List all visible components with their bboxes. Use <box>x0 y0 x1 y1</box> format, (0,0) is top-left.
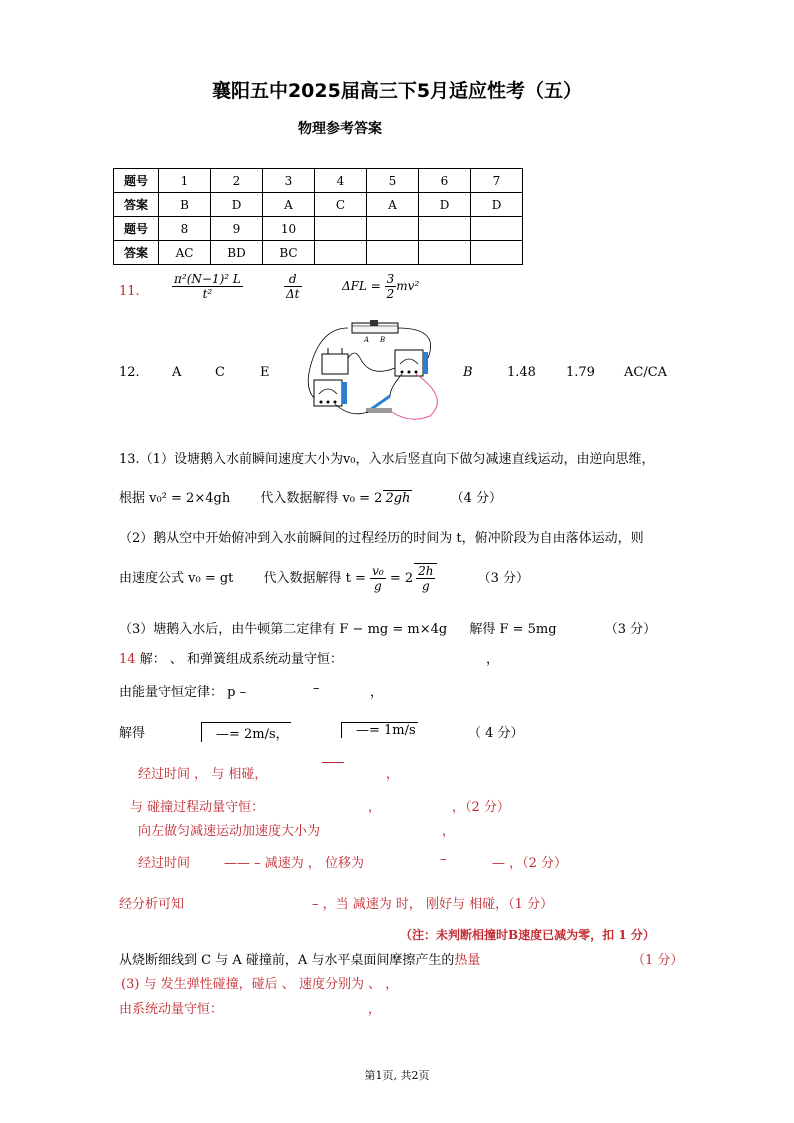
table-cell: A <box>263 193 315 217</box>
q14-line-3-b-text: —= 1m/s <box>341 722 418 738</box>
q13-para-4 <box>119 563 529 593</box>
table-row <box>114 217 523 241</box>
q14-line-12: 由系统动量守恒： <box>119 1002 224 1017</box>
q14-line-8-tail: – ，当 减速为 时， 刚好与 相碰，（1 分） <box>312 897 554 912</box>
q14-line-1-tail: ， <box>486 652 500 667</box>
table-cell: D <box>471 193 523 217</box>
q14-line-5-score: ，（2 分） <box>452 800 510 815</box>
page-subtitle: 物理参考答案 <box>298 121 382 137</box>
q12-value-1: 1.48 <box>507 365 536 380</box>
table-cell: 10 <box>263 217 315 241</box>
table-cell: 1 <box>159 169 211 193</box>
table-cell: 2 <box>211 169 263 193</box>
q14-line-5-mid: ， <box>368 800 382 815</box>
q13-para-4-frac-num: v₀ <box>372 564 384 578</box>
table-header-cell: 答案 <box>114 241 159 265</box>
page-footer: 第1页, 共2页 <box>364 1069 430 1082</box>
q12-answer-e: E <box>260 365 270 380</box>
table-row <box>114 193 523 217</box>
q12-answer-c: C <box>215 365 225 380</box>
q11-answer-1 <box>172 272 243 301</box>
q14-line-3-pre: 解得 <box>119 726 146 741</box>
q14-line-2-tail: ， <box>370 685 384 700</box>
q12-value-3: AC/CA <box>624 365 668 380</box>
table-header-cell: 题号 <box>114 169 159 193</box>
voltmeter-side <box>423 352 428 374</box>
q14-line-11: (3) 与 发生弹性碰撞，碰后 、 速度分别为 、 ， <box>121 977 399 992</box>
q13-para-2 <box>119 487 502 506</box>
q14-number: 14 <box>119 652 136 667</box>
table-row <box>114 169 523 193</box>
rheostat-label-b: B <box>380 336 386 344</box>
rheostat-label-a: A <box>364 336 370 344</box>
q14-line-10-red: 热量 <box>454 953 481 968</box>
q11-answer-2-den: Δt <box>286 287 300 301</box>
q14-line-7: 经过时间 <box>138 856 191 871</box>
q14-line-10-text: 从烧断细线到 C 与 A 碰撞前，A 与水平桌面间摩擦产生的 <box>119 953 455 968</box>
table-cell: 5 <box>367 169 419 193</box>
q14-line-6-tail: ， <box>442 824 456 839</box>
table-cell: D <box>211 193 263 217</box>
q13-para-2-mid: 代入数据解得 v₀ = 2 <box>260 491 383 506</box>
q14-line-3-a <box>200 722 291 742</box>
wire-pink <box>392 374 437 419</box>
q13-para-2-sqrt: 2gh <box>385 491 411 506</box>
table-cell: 8 <box>159 217 211 241</box>
table-cell <box>315 217 367 241</box>
q13-para-5-mid: 解得 F = 5mg <box>469 622 557 637</box>
rheostat-slider <box>370 320 378 326</box>
q13-para-4-eq: = 2 <box>389 571 414 586</box>
table-cell: A <box>367 193 419 217</box>
q13-para-5-pre: （3）塘鹅入水后，由牛顿第二定律有 F − mg = m×4g <box>119 622 448 637</box>
q13-para-4-pre: 由速度公式 v₀ = gt <box>119 571 234 586</box>
table-cell: 4 <box>315 169 367 193</box>
table-cell: 9 <box>211 217 263 241</box>
q13-para-4-mid: 代入数据解得 t = <box>263 571 366 586</box>
q14-line-3-score: （ 4 分） <box>468 726 524 741</box>
q11-answer-1-den: t² <box>202 287 213 301</box>
q14-line-2-dash: – <box>313 681 320 696</box>
q13-para-2-score: （4 分） <box>450 491 502 506</box>
q11-answer-2-num: d <box>284 272 302 287</box>
table-cell: 6 <box>419 169 471 193</box>
table-cell: BD <box>211 241 263 265</box>
table-cell <box>471 241 523 265</box>
battery <box>322 354 348 374</box>
q13-para-1: 13.（1）设塘鹅入水前瞬间速度大小为v₀，入水后竖直向下做匀减速直线运动，由逆向思维， <box>119 452 655 467</box>
circuit-figure <box>300 318 450 424</box>
table-cell <box>419 217 471 241</box>
table-cell <box>367 217 419 241</box>
table-cell <box>419 241 471 265</box>
q13-para-4-sqrt-den: g <box>421 579 430 593</box>
q14-note: （注：未判断相撞时B速度已减为零，扣 1 分） <box>400 928 655 942</box>
q11-answer-1-num: π²(N−1)² L <box>174 272 241 286</box>
q14-line-4-frac <box>322 762 344 775</box>
q13-para-5 <box>119 618 656 637</box>
ammeter-side <box>342 382 347 404</box>
q14-line-6: 向左做匀减速运动加速度大小为 <box>138 824 321 839</box>
q14-line-2: 由能量守恒定律： p – <box>119 685 247 700</box>
q14-line-1 <box>119 648 343 667</box>
q11-answer-2 <box>284 272 302 301</box>
table-row <box>114 241 523 265</box>
q13-para-4-sqrt-num: 2h <box>418 564 434 578</box>
q13-para-3: （2）鹅从空中开始俯冲到入水前瞬间的过程经历的时间为 t，俯冲阶段为自由落体运动，则 <box>119 531 644 546</box>
q14-line-7-mid: —— – 减速为 ， 位移为 <box>224 856 365 871</box>
table-cell: AC <box>159 241 211 265</box>
table-cell <box>367 241 419 265</box>
q12-answer-b: B <box>463 365 473 380</box>
q14-line-4: 经过时间 ， 与 相碰， <box>138 767 268 782</box>
q14-line-1-text: 解： 、 和弹簧组成系统动量守恒： <box>139 652 343 667</box>
table-header-cell: 题号 <box>114 217 159 241</box>
q11-answer-3 <box>342 272 419 301</box>
page-title: 襄阳五中2025届高三下5月适应性考（五） <box>211 80 583 102</box>
q14-line-7-dash: – <box>440 852 447 867</box>
q14-line-8: 经分析可知 <box>119 897 185 912</box>
q12-value-2: 1.79 <box>566 365 595 380</box>
table-cell <box>315 241 367 265</box>
q14-line-3-b <box>340 722 418 738</box>
q14-line-7-dash2: — ，（2 分） <box>492 856 568 871</box>
q14-line-4-tail: ， <box>386 767 400 782</box>
q13-para-4-frac-den: g <box>374 579 382 593</box>
q11-answer-3-den: 2 <box>386 287 395 301</box>
q14-line-12-tail: ， <box>368 1002 382 1017</box>
table-cell: D <box>419 193 471 217</box>
q13-para-2-pre: 根据 v₀² = 2×4gh <box>119 491 231 506</box>
q14-line-3-a-text: —= 2m/s， <box>201 722 291 742</box>
q11-number: 11. <box>119 284 140 299</box>
table-cell: BC <box>263 241 315 265</box>
table-cell: 7 <box>471 169 523 193</box>
q13-para-4-score: （3 分） <box>477 571 530 586</box>
q14-line-10 <box>119 949 480 968</box>
q11-answer-3-num: 3 <box>386 272 395 286</box>
q14-line-10-score: （1 分） <box>632 953 684 968</box>
table-cell: C <box>315 193 367 217</box>
table-header-cell: 答案 <box>114 193 159 217</box>
q13-para-5-score: （3 分） <box>604 622 657 637</box>
q11-answer-3-left: ΔFL = <box>342 279 385 293</box>
table-cell: 3 <box>263 169 315 193</box>
switch <box>370 396 390 410</box>
q12-number: 12. <box>119 365 140 380</box>
q12-answer-a: A <box>172 365 182 380</box>
q11-answer-3-right: mv² <box>396 279 420 293</box>
table-cell <box>471 217 523 241</box>
table-cell: B <box>159 193 211 217</box>
answer-table <box>113 168 523 265</box>
q14-line-5: 与 碰撞过程动量守恒： <box>130 800 265 815</box>
